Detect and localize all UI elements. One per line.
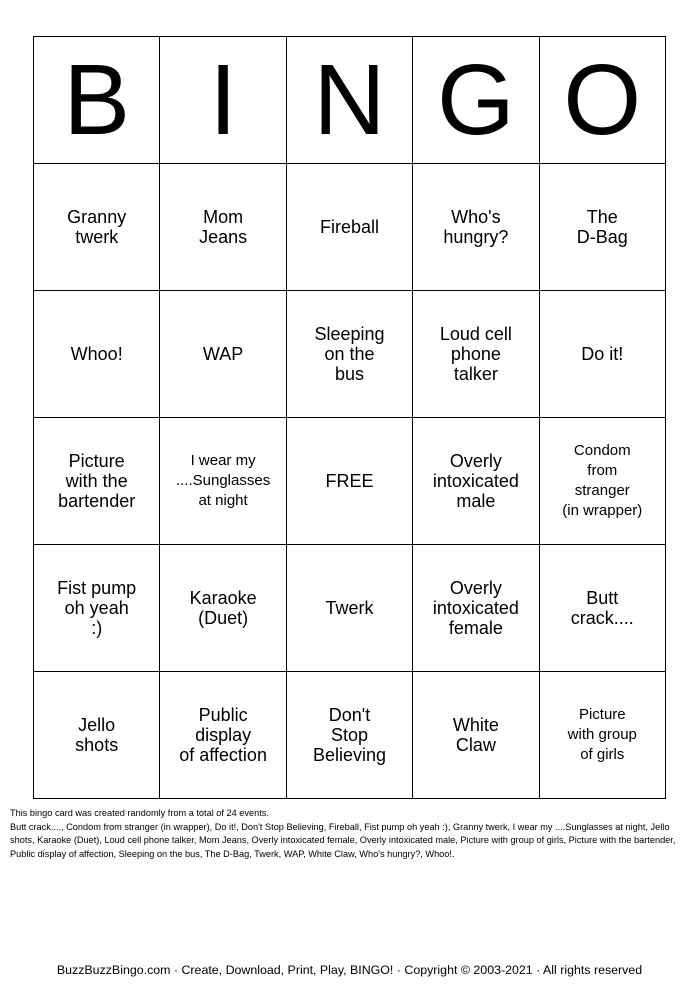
header-letter-o: O — [539, 37, 665, 164]
bingo-square: White Claw — [413, 672, 539, 799]
bingo-square: Jello shots — [34, 672, 160, 799]
bingo-square: Butt crack.... — [539, 545, 665, 672]
bingo-row — [34, 418, 666, 545]
bingo-square: Sleeping on the bus — [286, 291, 412, 418]
header-letter-b: B — [34, 37, 160, 164]
bingo-square: I wear my ....Sunglasses at night — [160, 418, 286, 545]
bingo-square: Fireball — [286, 164, 412, 291]
bingo-square: Whoo! — [34, 291, 160, 418]
header-letter-n: N — [286, 37, 412, 164]
bingo-square: Do it! — [539, 291, 665, 418]
bingo-square: Overly intoxicated female — [413, 545, 539, 672]
header-letter-i: I — [160, 37, 286, 164]
bingo-square: Picture with the bartender — [34, 418, 160, 545]
bingo-free-space: FREE — [286, 418, 412, 545]
header-letter-g: G — [413, 37, 539, 164]
bingo-header-row — [34, 37, 666, 164]
bingo-row — [34, 545, 666, 672]
bingo-square: The D-Bag — [539, 164, 665, 291]
bingo-square: WAP — [160, 291, 286, 418]
bingo-square: Overly intoxicated male — [413, 418, 539, 545]
bingo-square: Twerk — [286, 545, 412, 672]
bingo-square: Loud cell phone talker — [413, 291, 539, 418]
bingo-square: Fist pump oh yeah :) — [34, 545, 160, 672]
page-footer: BuzzBuzzBingo.com · Create, Download, Print, Play, BINGO! · Copyright © 2003-2021 · All rights reserved — [56, 963, 643, 977]
bingo-square: Condom from stranger (in wrapper) — [539, 418, 665, 545]
card-footnote — [10, 807, 690, 861]
bingo-square: Who's hungry? — [413, 164, 539, 291]
bingo-row — [34, 164, 666, 291]
footnote-summary: This bingo card was created randomly from a total of 24 events. — [10, 808, 269, 818]
bingo-square: Mom Jeans — [160, 164, 286, 291]
bingo-square: Public display of affection — [160, 672, 286, 799]
footnote-event-list: Butt crack...., Condom from stranger (in wrapper), Do it!, Don't Stop Believing, Fireball, Fist pump oh yeah :), Granny twerk, I wear my ....Sunglasses at night, Jello shots, Karaoke (Duet), Loud cell phone talker, Mom Jeans, Overly intoxicated female, Overly intoxicated male, Picture with group of girls, Picture with the bartender, Public display of affection, Sleeping on the bus, The D-Bag, Twerk, WAP, White Claw, Who's hungry?, Whoo!. — [10, 821, 676, 859]
bingo-row — [34, 291, 666, 418]
bingo-square: Don't Stop Believing — [286, 672, 412, 799]
bingo-square: Picture with group of girls — [539, 672, 665, 799]
bingo-square: Granny twerk — [34, 164, 160, 291]
bingo-square: Karaoke (Duet) — [160, 545, 286, 672]
bingo-grid — [34, 37, 666, 799]
bingo-row — [34, 672, 666, 799]
bingo-card — [33, 36, 666, 799]
